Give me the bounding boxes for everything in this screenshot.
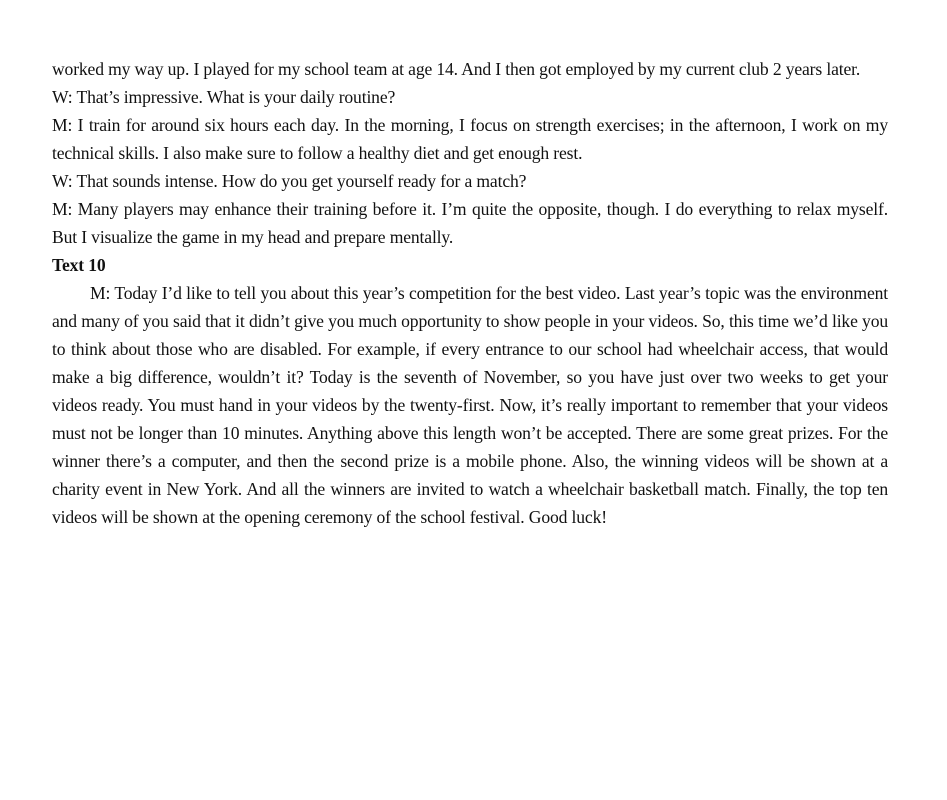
dialogue-paragraph-3: M: I train for around six hours each day. In the morning, I focus on strength exercises; in the afternoon, I work on my technical skills. I also make sure to follow a healthy diet and get enough rest. (52, 115, 888, 163)
dialogue-paragraph-5: M: Many players may enhance their training before it. I’m quite the opposite, though. I do everything to relax myself. But I visualize the game in my head and prepare mentally. (52, 199, 888, 247)
document-page (52, 55, 888, 531)
dialogue-paragraph-2: W: That’s impressive. What is your daily routine? (52, 87, 396, 107)
dialogue-paragraph-1: worked my way up. I played for my school team at age 14. And I then got employed by my current club 2 years later. (52, 59, 861, 79)
section-heading: Text 10 (52, 255, 106, 275)
dialogue-paragraph-4: W: That sounds intense. How do you get yourself ready for a match? (52, 171, 527, 191)
monologue-paragraph: M: Today I’d like to tell you about this year’s competition for the best video. Last year’s topic was the environment and many of you said that it didn’t give you much opportunity to show people in your videos. So, this time we’d like you to think about those who are disabled. For example, if every entrance to our school had wheelchair access, that would make a big difference, wouldn’t it? Today is the seventh of November, so you have just over two weeks to get your videos ready. You must hand in your videos by the twenty-first. Now, it’s really important to remember that your videos must not be longer than 10 minutes. Anything above this length won’t be accepted. There are some great prizes. For the winner there’s a computer, and then the second prize is a mobile phone. Also, the winning videos will be shown at a charity event in New York. And all the winners are invited to watch a wheelchair basketball match. Finally, the top ten videos will be shown at the opening ceremony of the school festival. Good luck! (52, 283, 888, 527)
